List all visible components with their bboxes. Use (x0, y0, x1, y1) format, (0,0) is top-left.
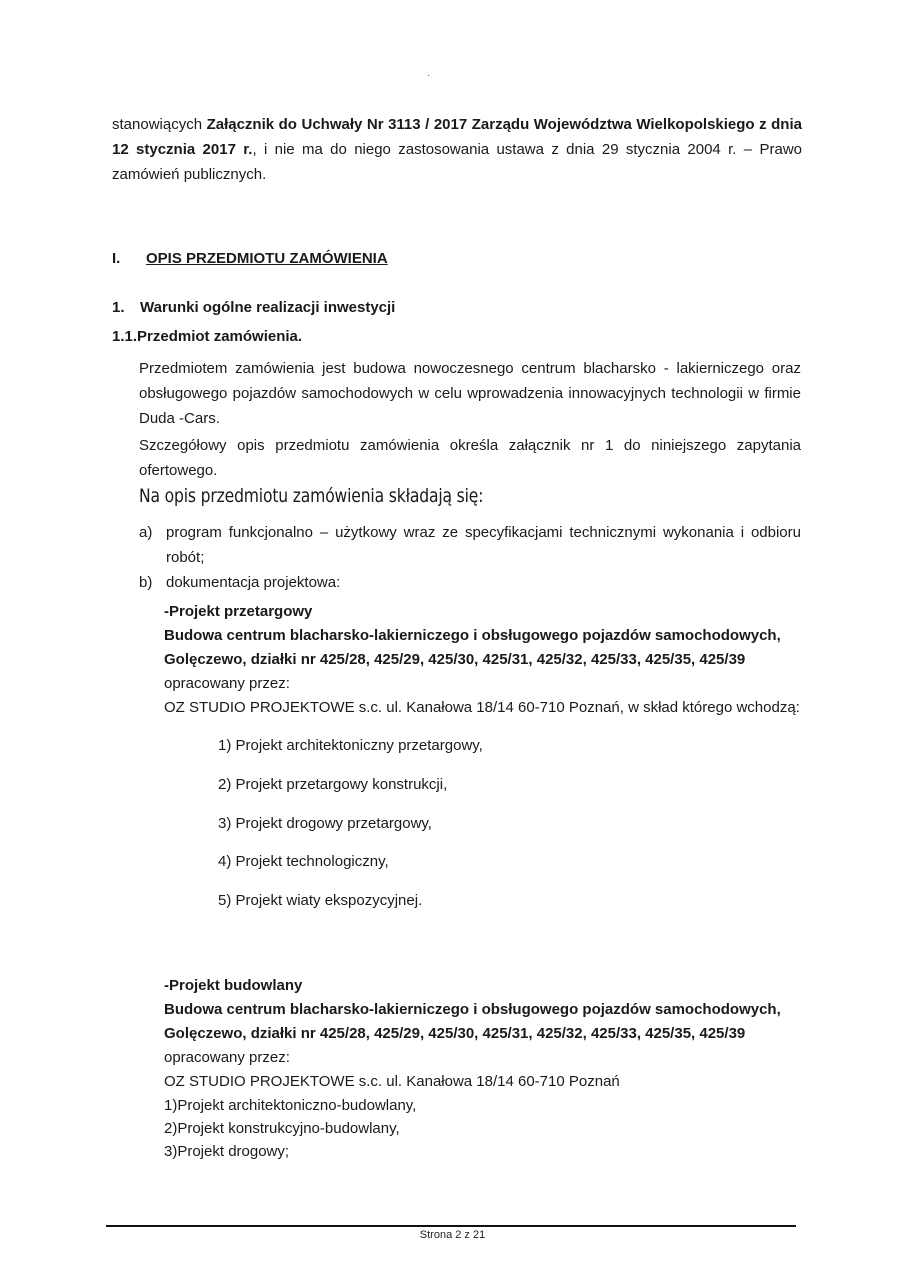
tender-prepared-by: opracowany przez: (164, 675, 290, 692)
building-item: 2)Projekt konstrukcyjno-budowlany, (164, 1120, 400, 1137)
list-marker: a) (139, 524, 153, 541)
intro-text-2: , i nie ma do niego zastosowania ustawa z dnia 29 stycznia 2004 r. – Prawo zamówień publicznych. (112, 141, 802, 183)
footer-rule (106, 1225, 796, 1227)
section-title: OPIS PRZEDMIOTU ZAMÓWIENIA (146, 250, 388, 267)
heading-1-number: 1. (112, 299, 125, 316)
tender-item: 5) Projekt wiaty ekspozycyjnej. (218, 892, 423, 909)
building-author: OZ STUDIO PROJEKTOWE s.c. ul. Kanałowa 18/14 60-710 Poznań (164, 1073, 620, 1090)
tender-item: 4) Projekt technologiczny, (218, 853, 389, 870)
page-number: Strona 2 z 21 (419, 1229, 486, 1241)
tender-item: 2) Projekt przetargowy konstrukcji, (218, 776, 448, 793)
tender-author: OZ STUDIO PROJEKTOWE s.c. ul. Kanałowa 18/14 60-710 Poznań, w skład którego wchodzą: (164, 699, 800, 716)
list-marker: b) (139, 574, 153, 591)
tender-project-title: -Projekt przetargowy (164, 603, 313, 620)
building-project-title: -Projekt budowlany (164, 977, 303, 994)
intro-bold-reference: Załącznik do Uchwały Nr 3113 / 2017 Zarządu Województwa Wielkopolskiego z dnia 12 stycznia 2017 r. (112, 116, 802, 158)
heading-1 (112, 299, 395, 316)
list-item-text: program funkcjonalno – użytkowy wraz ze specyfikacjami technicznymi wykonania i odbioru robót; (166, 524, 801, 566)
building-item: 1)Projekt architektoniczno-budowlany, (164, 1097, 417, 1114)
tender-project-subject: Budowa centrum blacharsko-lakierniczego i obsługowego pojazdów samochodowych, Golęczewo, działki nr 425/28, 425/29, 425/30, 425/31, 425/32, 425/33, 425/35, 425/39 (164, 627, 781, 668)
building-prepared-by: opracowany przez: (164, 1049, 290, 1066)
section-number: I. (112, 250, 121, 267)
intro-text-1: stanowiących (112, 116, 207, 133)
list-item-text: dokumentacja projektowa: (166, 574, 341, 591)
building-project-subject: Budowa centrum blacharsko-lakierniczego i obsługowego pojazdów samochodowych, Golęczewo, działki nr 425/28, 425/29, 425/30, 425/31, 425/32, 425/33, 425/35, 425/39 (164, 1001, 781, 1042)
intro-paragraph (112, 112, 802, 187)
section-heading (112, 250, 388, 267)
heading-1-1: 1.1.Przedmiot zamówienia. (112, 328, 303, 345)
paragraph-subject: Przedmiotem zamówienia jest budowa nowoczesnego centrum blacharsko - lakierniczego oraz obsługowego pojazdów samochodowych w celu wprowadzenia innowacyjnych technologii w firmie Duda -Cars. (139, 360, 801, 427)
heading-1-title: Warunki ogólne realizacji inwestycji (140, 299, 396, 316)
paragraph-details: Szczegółowy opis przedmiotu zamówienia określa załącznik nr 1 do niniejszego zapytania ofertowego. (139, 437, 801, 479)
tender-item: 1) Projekt architektoniczny przetargowy, (218, 737, 483, 754)
building-item: 3)Projekt drogowy; (164, 1143, 290, 1160)
list-item (139, 570, 801, 595)
tender-project-block (164, 600, 804, 720)
scan-speck: · (427, 70, 431, 81)
list-item (139, 520, 801, 570)
building-project-block (164, 974, 804, 1094)
tender-item: 3) Projekt drogowy przetargowy, (218, 815, 432, 832)
lead-sentence: Na opis przedmiotu zamówienia składają się: (139, 485, 484, 507)
